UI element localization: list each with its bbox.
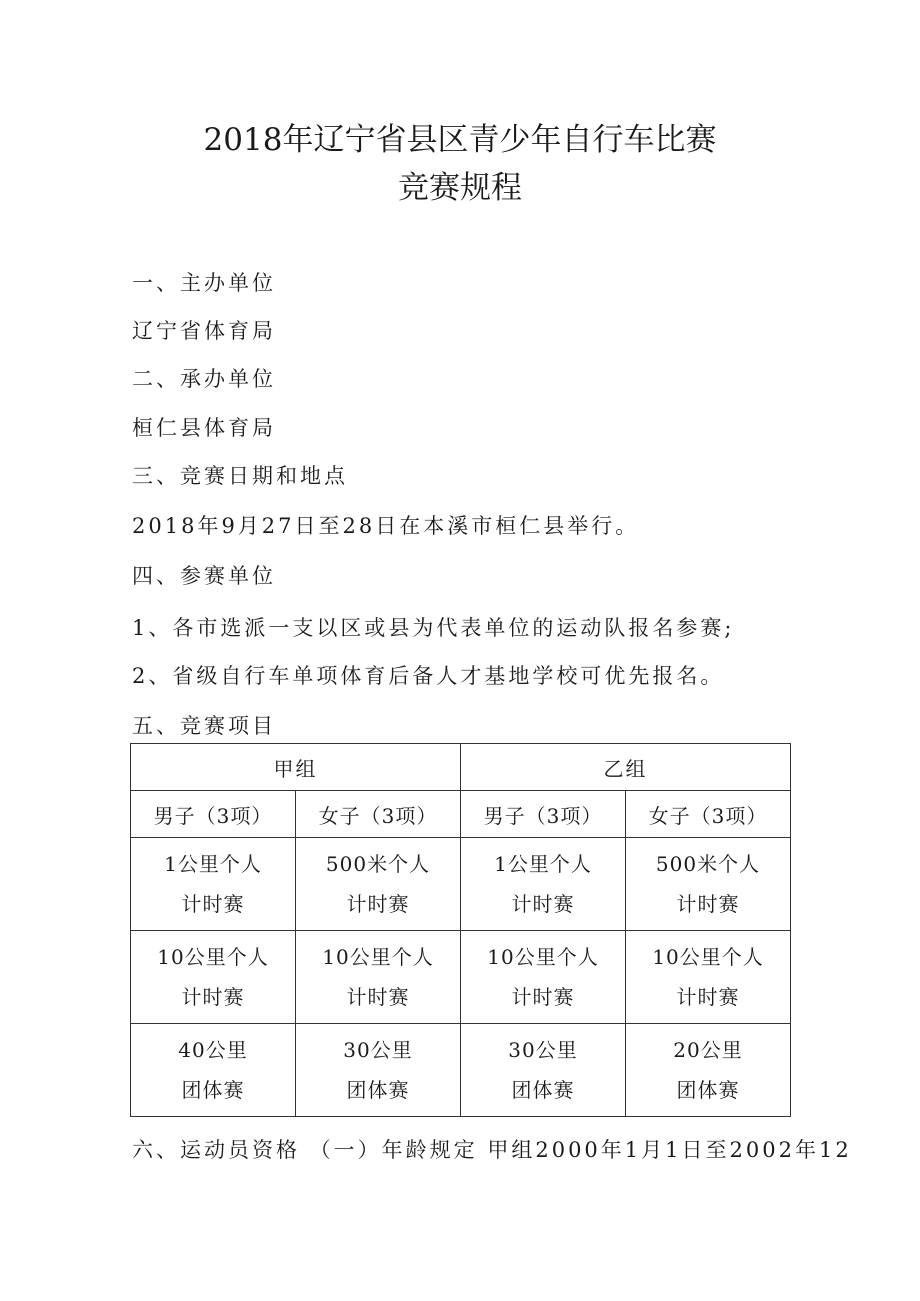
event-cell: 500米个人 计时赛 [296,838,461,931]
section-heading-organizer: 一、主办单位 [132,271,276,295]
event-cell: 10公里个人 计时赛 [626,931,791,1024]
document-title-line1: 2018年辽宁省县区青少年自行车比赛 [203,122,717,158]
event-cell: 1公里个人 计时赛 [131,838,296,931]
participants-item-1: 1、各市选派一支以区或县为代表单位的运动队报名参赛; [132,616,735,640]
date-venue-value: 2018年9月27日至28日在本溪市桓仁县举行。 [132,514,640,538]
participants-item-2: 2、省级自行车单项体育后备人才基地学校可优先报名。 [132,664,725,688]
event-cell: 30公里 团体赛 [461,1024,626,1117]
event-cell: 40公里 团体赛 [131,1024,296,1117]
group-a-header: 甲组 [131,744,461,791]
group-b-men-header: 男子（3项） [461,791,626,838]
event-cell: 10公里个人 计时赛 [461,931,626,1024]
section-heading-participants: 四、参赛单位 [132,564,276,588]
section-heading-eligibility: 六、运动员资格 （一）年龄规定 甲组2000年1月1日至2002年12 [132,1138,852,1162]
table-row [131,838,791,931]
event-cell: 20公里 团体赛 [626,1024,791,1117]
event-cell: 500米个人 计时赛 [626,838,791,931]
section-heading-date-venue: 三、竞赛日期和地点 [132,464,348,488]
event-cell: 1公里个人 计时赛 [461,838,626,931]
events-table [130,743,791,1117]
event-cell: 10公里个人 计时赛 [296,931,461,1024]
group-a-women-header: 女子（3项） [296,791,461,838]
table-row [131,1024,791,1117]
section-heading-events: 五、竞赛项目 [132,714,276,738]
group-b-header: 乙组 [461,744,791,791]
group-b-women-header: 女子（3项） [626,791,791,838]
table-row [131,931,791,1024]
section-heading-host: 二、承办单位 [132,367,276,391]
host-value: 桓仁县体育局 [132,416,276,440]
organizer-value: 辽宁省体育局 [132,319,276,343]
event-cell: 30公里 团体赛 [296,1024,461,1117]
event-cell: 10公里个人 计时赛 [131,931,296,1024]
group-a-men-header: 男子（3项） [131,791,296,838]
document-title-line2: 竞赛规程 [398,170,522,206]
